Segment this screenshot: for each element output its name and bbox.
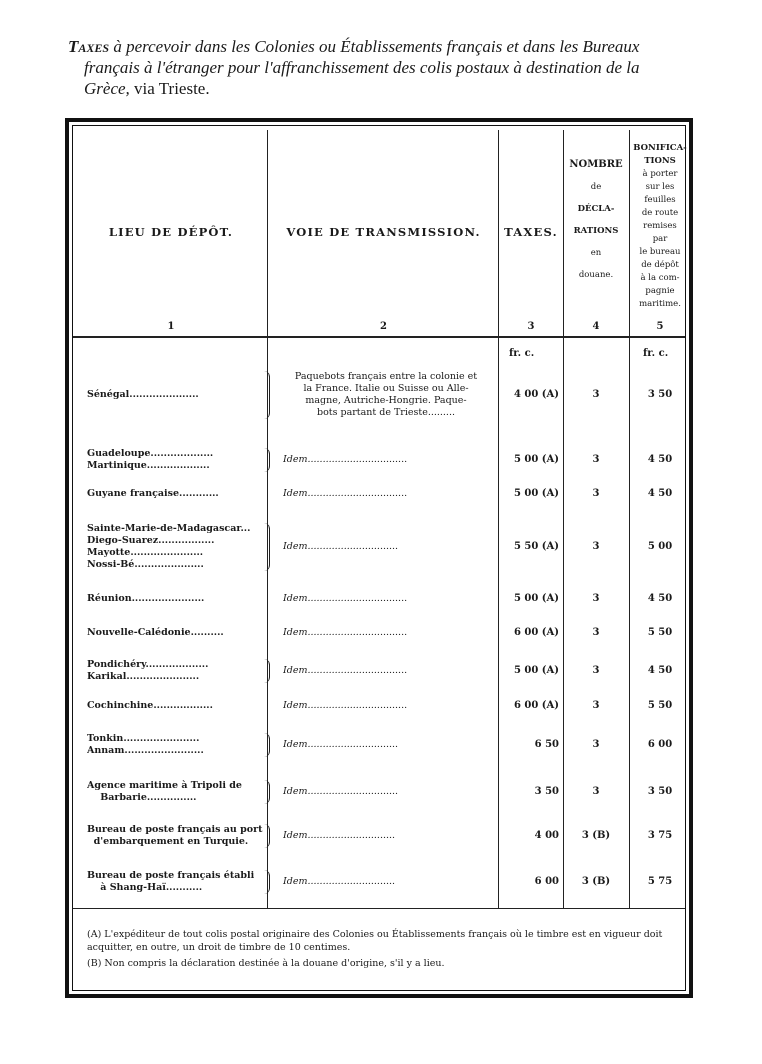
row-route: Idem................................. [283, 488, 408, 499]
row-bonification: 5 50 [647, 700, 673, 711]
column-rule-3 [563, 130, 564, 908]
header-nombre-line: NOMBRE [569, 159, 623, 170]
row-taxe: 6 50 [534, 739, 559, 750]
row-bonification: 4 50 [647, 454, 673, 465]
row-place: Cochinchine.................. [87, 700, 213, 711]
header-bonif-line: feuilles [644, 195, 676, 205]
header-bonif-line: de dépôt [641, 260, 679, 270]
row-route: Idem................................. [283, 665, 408, 676]
row-nombre: 3 [592, 593, 600, 604]
row-bonification: 3 50 [647, 786, 673, 797]
row-taxe: 5 00 (A) [513, 665, 559, 676]
row-taxe: 5 50 (A) [513, 541, 559, 552]
header-bonif-line: à porter [642, 169, 678, 179]
row-brace [263, 448, 270, 472]
row-nombre: 3 [592, 739, 600, 750]
row-route: Idem.............................. [283, 739, 399, 750]
unit-taxes: fr. c. [509, 348, 535, 359]
row-route: Idem................................. [283, 593, 408, 604]
row-taxe: 3 50 [534, 786, 559, 797]
title-prefix: Taxes [68, 37, 110, 56]
row-bonification: 4 50 [647, 665, 673, 676]
row-brace [263, 824, 270, 848]
row-place: Sénégal..................... [87, 389, 199, 400]
column-rule-2 [498, 130, 499, 908]
page-title [68, 36, 698, 99]
column-number: 4 [592, 321, 600, 332]
header-bonif-line: TIONS [644, 156, 676, 166]
title-line2: français à l'étranger pour l'affranchissement des colis postaux à destination de la [84, 58, 640, 77]
row-bonification: 5 50 [647, 627, 673, 638]
header-bonif-line: remises [643, 221, 677, 231]
footnotes [87, 928, 677, 973]
row-nombre: 3 (B) [581, 876, 611, 887]
notes-rule [73, 908, 685, 909]
row-brace [263, 371, 270, 419]
row-bonification: 3 75 [647, 830, 673, 841]
row-bonification: 5 00 [647, 541, 673, 552]
row-nombre: 3 [592, 454, 600, 465]
header-nombre-line: de [590, 182, 602, 192]
row-taxe: 6 00 (A) [513, 627, 559, 638]
row-route: Idem.............................. [283, 786, 399, 797]
row-place: Nouvelle-Calédonie.......... [87, 627, 224, 638]
header-bonif-line: maritime. [639, 299, 681, 309]
row-bonification: 4 50 [647, 593, 673, 604]
header-nombre-line: DÉCLA- [577, 204, 615, 214]
row-bonification: 6 00 [647, 739, 673, 750]
row-taxe: 6 00 (A) [513, 700, 559, 711]
header-lieu: LIEU DE DÉPÔT. [108, 225, 234, 239]
row-nombre: 3 [592, 627, 600, 638]
header-bonif-line: sur les [645, 182, 675, 192]
row-brace [263, 870, 270, 894]
row-place: Tonkin....................... Annam........................ [87, 733, 204, 756]
title-line1: à percevoir dans les Colonies ou Établissements français et dans les Bureaux [109, 37, 640, 56]
header-bonif-line: à la com- [640, 273, 680, 283]
header-nombre [565, 154, 627, 286]
header-bonif-line: par [652, 234, 668, 244]
row-taxe: 4 00 [534, 830, 559, 841]
header-nombre-line: douane. [578, 270, 614, 280]
row-route: Idem................................. [283, 627, 408, 638]
header-bonif-line: BONIFICA- [633, 143, 687, 153]
row-brace [263, 523, 270, 571]
column-number: 1 [167, 321, 175, 332]
title-line3-prefix: Grèce, [84, 79, 130, 98]
row-place: Bureau de poste français établi à Shang-Haï........... [87, 870, 255, 893]
footnote-b: (B) Non compris la déclaration destinée à la douane d'origine, s'il y a lieu. [87, 958, 445, 969]
title-line3: via Trieste. [129, 79, 210, 98]
column-number: 2 [380, 321, 387, 332]
row-nombre: 3 [592, 665, 600, 676]
row-nombre: 3 (B) [581, 830, 611, 841]
header-nombre-line: en [590, 248, 602, 258]
header-nombre-line: RATIONS [573, 226, 619, 236]
row-route: Idem................................. [283, 700, 408, 711]
row-taxe: 5 00 (A) [513, 488, 559, 499]
row-nombre: 3 [592, 786, 600, 797]
row-route: Idem............................. [283, 876, 396, 887]
row-nombre: 3 [592, 700, 600, 711]
row-taxe: 5 00 (A) [513, 593, 559, 604]
row-bonification: 5 75 [647, 876, 673, 887]
row-route: Paquebots français entre la colonie et la France. Italie ou Suisse ou Alle- magne, Autriche-Hongrie. Paque- bots partant de Trieste......... [294, 371, 478, 418]
row-route: Idem................................. [283, 454, 408, 465]
header-rule [73, 336, 685, 338]
column-rule-4 [629, 130, 630, 908]
header-voie: VOIE DE TRANSMISSION. [286, 225, 481, 239]
header-bonif-line: pagnie [645, 286, 675, 296]
row-brace [263, 659, 270, 683]
column-number: 5 [656, 321, 664, 332]
footnote-a: (A) L'expéditeur de tout colis postal originaire des Colonies ou Établissements français où le timbre est en vigueur doit acquitter, en outre, un droit de timbre de 10 centimes. [87, 929, 663, 953]
row-taxe: 5 00 (A) [513, 454, 559, 465]
row-place: Guyane française............ [87, 488, 219, 499]
row-brace [263, 733, 270, 757]
row-nombre: 3 [592, 488, 600, 499]
row-place: Réunion...................... [87, 593, 205, 604]
row-place: Sainte-Marie-de-Madagascar... Diego-Suarez................. Mayotte...................... Nossi-Bé..................... [87, 523, 251, 570]
unit-bonifications: fr. c. [643, 348, 669, 359]
header-bonif-line: de route [641, 208, 679, 218]
header-bonif-line: le bureau [639, 247, 681, 257]
row-place: Bureau de poste français au port d'embarquement en Turquie. [87, 824, 263, 847]
column-number: 3 [527, 321, 535, 332]
row-taxe: 4 00 (A) [513, 389, 559, 400]
row-place: Agence maritime à Tripoli de Barbarie............... [87, 780, 242, 803]
row-nombre: 3 [592, 389, 600, 400]
row-brace [263, 780, 270, 804]
row-taxe: 6 00 [534, 876, 559, 887]
tariff-table-frame [65, 118, 693, 998]
row-route: Idem.............................. [283, 541, 399, 552]
row-route: Idem............................. [283, 830, 396, 841]
header-bonifications [631, 142, 689, 311]
row-place: Guadeloupe................... Martinique................... [87, 448, 214, 471]
row-nombre: 3 [592, 541, 600, 552]
header-taxes: TAXES. [504, 225, 558, 239]
row-bonification: 3 50 [647, 389, 673, 400]
row-bonification: 4 50 [647, 488, 673, 499]
row-place: Pondichéry................... Karikal...................... [87, 659, 209, 682]
